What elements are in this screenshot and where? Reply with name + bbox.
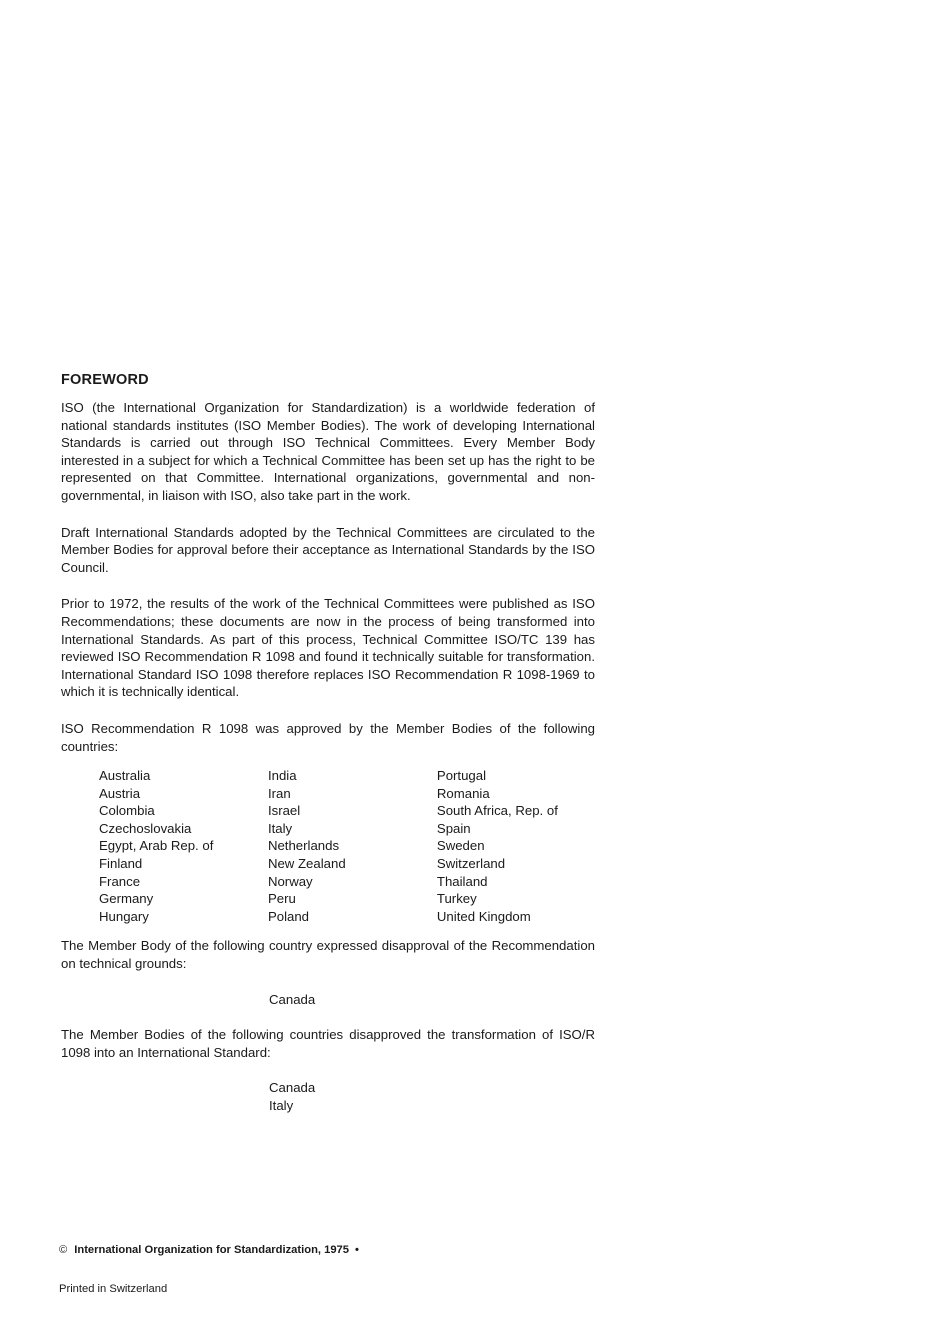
country-item: Thailand <box>436 873 488 889</box>
country-item: Colombia <box>99 803 155 819</box>
transformation-disapproval-list <box>269 1079 595 1114</box>
country-item: Netherlands <box>267 838 340 854</box>
technical-disapproval-list <box>269 991 595 1009</box>
country-item: Finland <box>99 856 143 872</box>
country-item: Canada <box>269 991 316 1007</box>
country-item: Norway <box>267 873 313 889</box>
foreword-section <box>61 372 595 1115</box>
country-item: Austria <box>99 785 141 801</box>
paragraph-approval-intro: ISO Recommendation R 1098 was approved by the Member Bodies of the following countries: <box>61 720 595 754</box>
country-item: Canada <box>269 1080 316 1096</box>
country-item: Israel <box>267 803 301 819</box>
country-item: Italy <box>267 820 293 836</box>
country-column-3 <box>437 767 595 925</box>
country-item: India <box>267 768 297 784</box>
copyright-notice <box>59 1244 359 1256</box>
country-item: New Zealand <box>267 856 346 872</box>
printed-location: Printed in Switzerland <box>59 1283 168 1295</box>
country-item: Turkey <box>436 891 477 907</box>
country-item: Peru <box>267 891 296 907</box>
country-item: Czechoslovakia <box>99 820 192 836</box>
country-item: Hungary <box>99 908 149 924</box>
country-item: Poland <box>267 908 310 924</box>
paragraph-draft-standards: Draft International Standards adopted by the Technical Committees are circulated to the Member Bodies for approval before their acceptance as International Standards by the ISO Council. <box>61 524 595 575</box>
section-heading: FOREWORD <box>61 372 149 388</box>
country-item: Egypt, Arab Rep. of <box>99 838 214 854</box>
bullet-icon: • <box>355 1244 359 1256</box>
country-item: Sweden <box>436 838 485 854</box>
country-column-2 <box>268 767 437 925</box>
country-item: Switzerland <box>436 856 506 872</box>
paragraph-transformation: Prior to 1972, the results of the work of the Technical Committees were published as ISO Recommendations; these documents are now in the process of being transformed into International Standards. As part of this process, Technical Committee ISO/TC 139 has reviewed ISO Recommendation R 1098 and found it technically suitable for transformation. International Standard ISO 1098 therefore replaces ISO Recommendation R 1098-1969 to which it is technically identical. <box>61 596 595 700</box>
paragraph-iso-intro: ISO (the International Organization for Standardization) is a worldwide federation of national standards institutes (ISO Member Bodies). The work of developing International Standards is carried out through ISO Technical Committees. Every Member Body interested in a subject for which a Technical Committee has been set up has the right to be represented on that Committee. International organizations, governmental and non-governmental, in liaison with ISO, also take part in the work. <box>61 400 595 503</box>
paragraph-transformation-disapproval: The Member Bodies of the following countries disapproved the transformation of ISO/R 1098 into an International Standard: <box>61 1027 595 1060</box>
country-item: Australia <box>99 768 151 784</box>
country-item: Italy <box>269 1098 294 1113</box>
copyright-text: International Organization for Standardization, 1975 <box>74 1244 350 1256</box>
approving-countries-list <box>99 767 595 925</box>
country-item: Spain <box>436 820 471 836</box>
copyright-icon: © <box>59 1244 68 1256</box>
country-column-1 <box>99 767 268 925</box>
country-item: Romania <box>436 785 490 801</box>
country-item: Iran <box>267 785 291 801</box>
country-item: United Kingdom <box>436 908 531 924</box>
country-item: Germany <box>99 891 154 907</box>
paragraph-technical-disapproval: The Member Body of the following country expressed disapproval of the Recommendation on technical grounds: <box>61 938 595 972</box>
country-item: Portugal <box>436 768 487 784</box>
country-item: France <box>99 873 141 889</box>
country-item: South Africa, Rep. of <box>436 803 558 819</box>
